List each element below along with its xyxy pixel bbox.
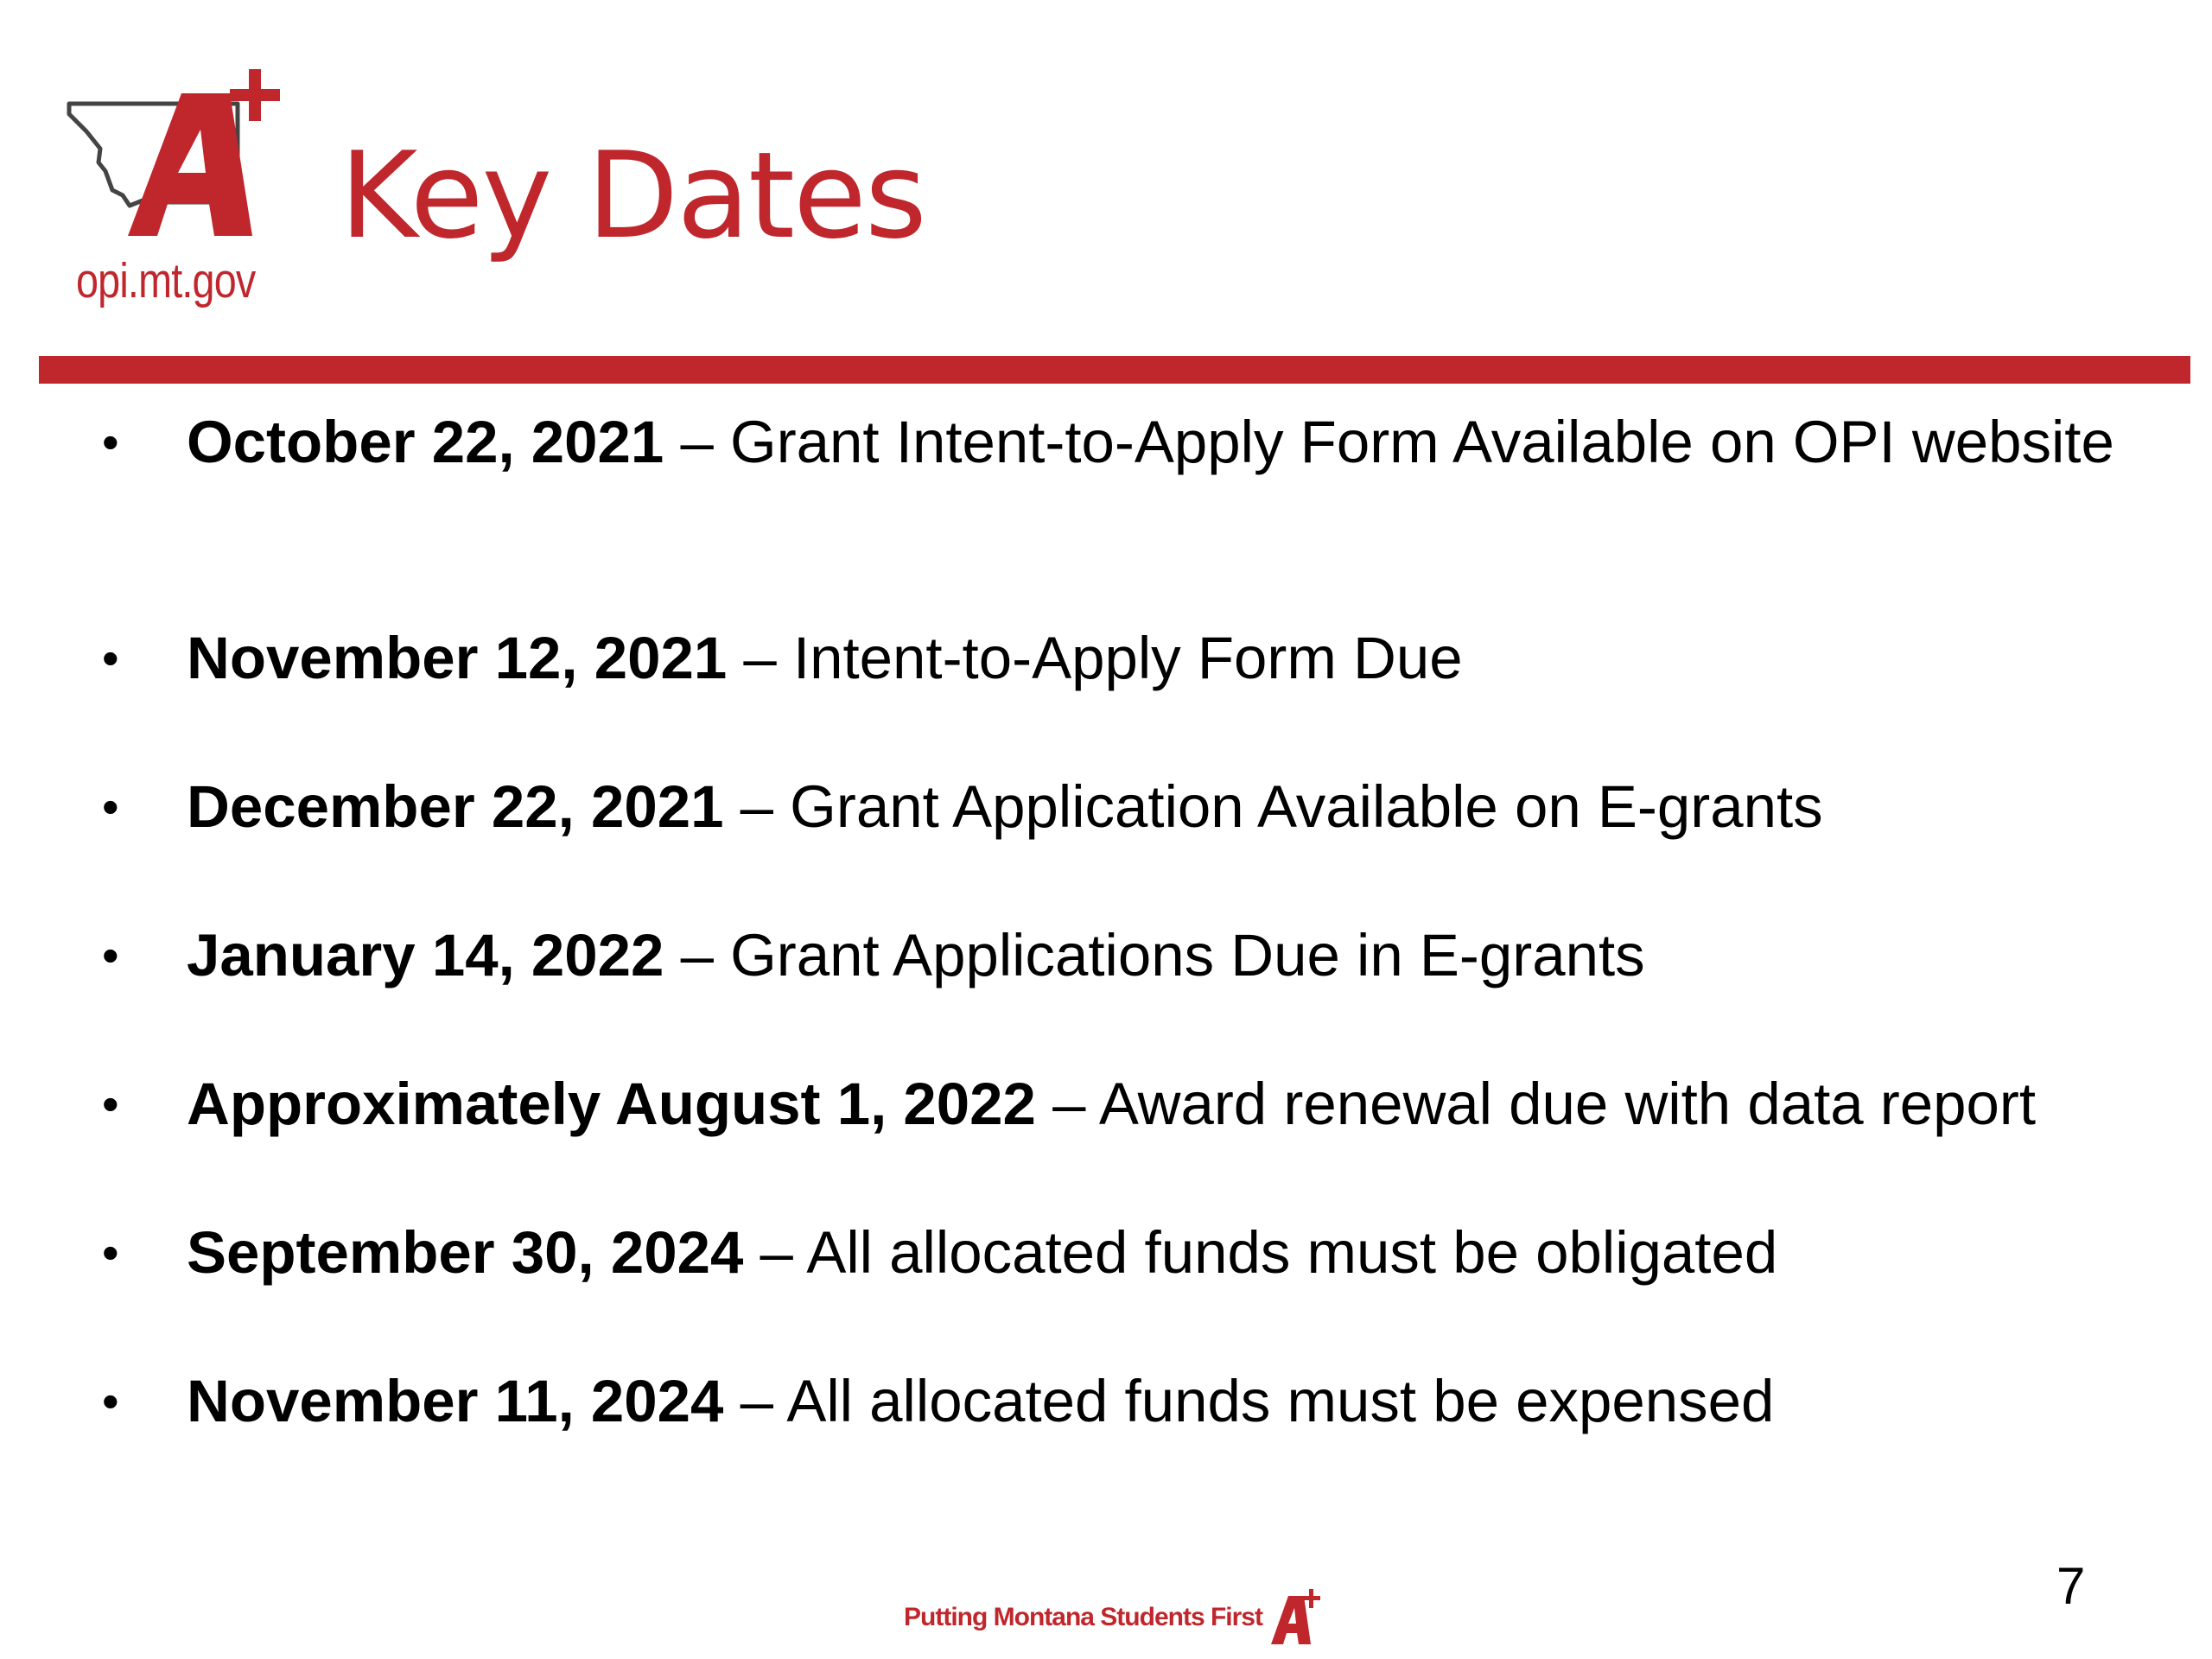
date-label: September 30, 2024 (187, 1219, 744, 1286)
page-number: 7 (2056, 1557, 2086, 1615)
separator: – (723, 1368, 787, 1434)
date-description: Grant Intent-to-Apply Form Available on OPI website (730, 409, 2114, 475)
date-label: January 14, 2022 (187, 922, 664, 988)
date-label: December 22, 2021 (187, 773, 724, 840)
date-label: Approximately August 1, 2022 (187, 1071, 1036, 1137)
bullet: • (102, 631, 119, 685)
date-description: All allocated funds must be expensed (786, 1368, 1775, 1434)
list-item-text (187, 406, 2139, 479)
list-item-text (187, 1365, 2139, 1438)
separator: – (743, 1219, 807, 1286)
list-item-text (187, 919, 2139, 992)
footer-tagline: Putting Montana Students First (904, 1603, 1262, 1631)
list-item-text (187, 622, 2139, 695)
logo-url-text: opi.mt.gov (76, 253, 256, 308)
date-label: October 22, 2021 (187, 409, 664, 475)
date-description: Grant Applications Due in E-grants (730, 922, 1645, 988)
date-description: Intent-to-Apply Form Due (792, 625, 1463, 691)
separator: – (664, 922, 731, 988)
bullet: • (102, 415, 119, 469)
bullet: • (102, 1374, 119, 1428)
separator: – (664, 409, 731, 475)
bullet: • (102, 779, 119, 834)
bullet: • (102, 1077, 119, 1131)
separator: – (727, 625, 793, 691)
separator: – (1035, 1071, 1099, 1137)
page-title: Key Dates (340, 126, 925, 265)
date-description: All allocated funds must be obligated (806, 1219, 1778, 1286)
title-divider (39, 356, 2190, 384)
a-plus-icon (1268, 1587, 1325, 1648)
date-label: November 11, 2024 (187, 1368, 724, 1434)
date-description: Grant Application Available on E-grants (790, 773, 1823, 840)
bullet: • (102, 1225, 119, 1280)
date-description: Award renewal due with data report (1098, 1071, 2037, 1137)
date-label: November 12, 2021 (187, 625, 728, 691)
list-item-text (187, 771, 2139, 843)
list-item-text (187, 1217, 2139, 1289)
list-item-text (187, 1068, 2139, 1141)
bullet: • (102, 928, 119, 982)
footer (904, 1586, 1325, 1649)
separator: – (723, 773, 791, 840)
